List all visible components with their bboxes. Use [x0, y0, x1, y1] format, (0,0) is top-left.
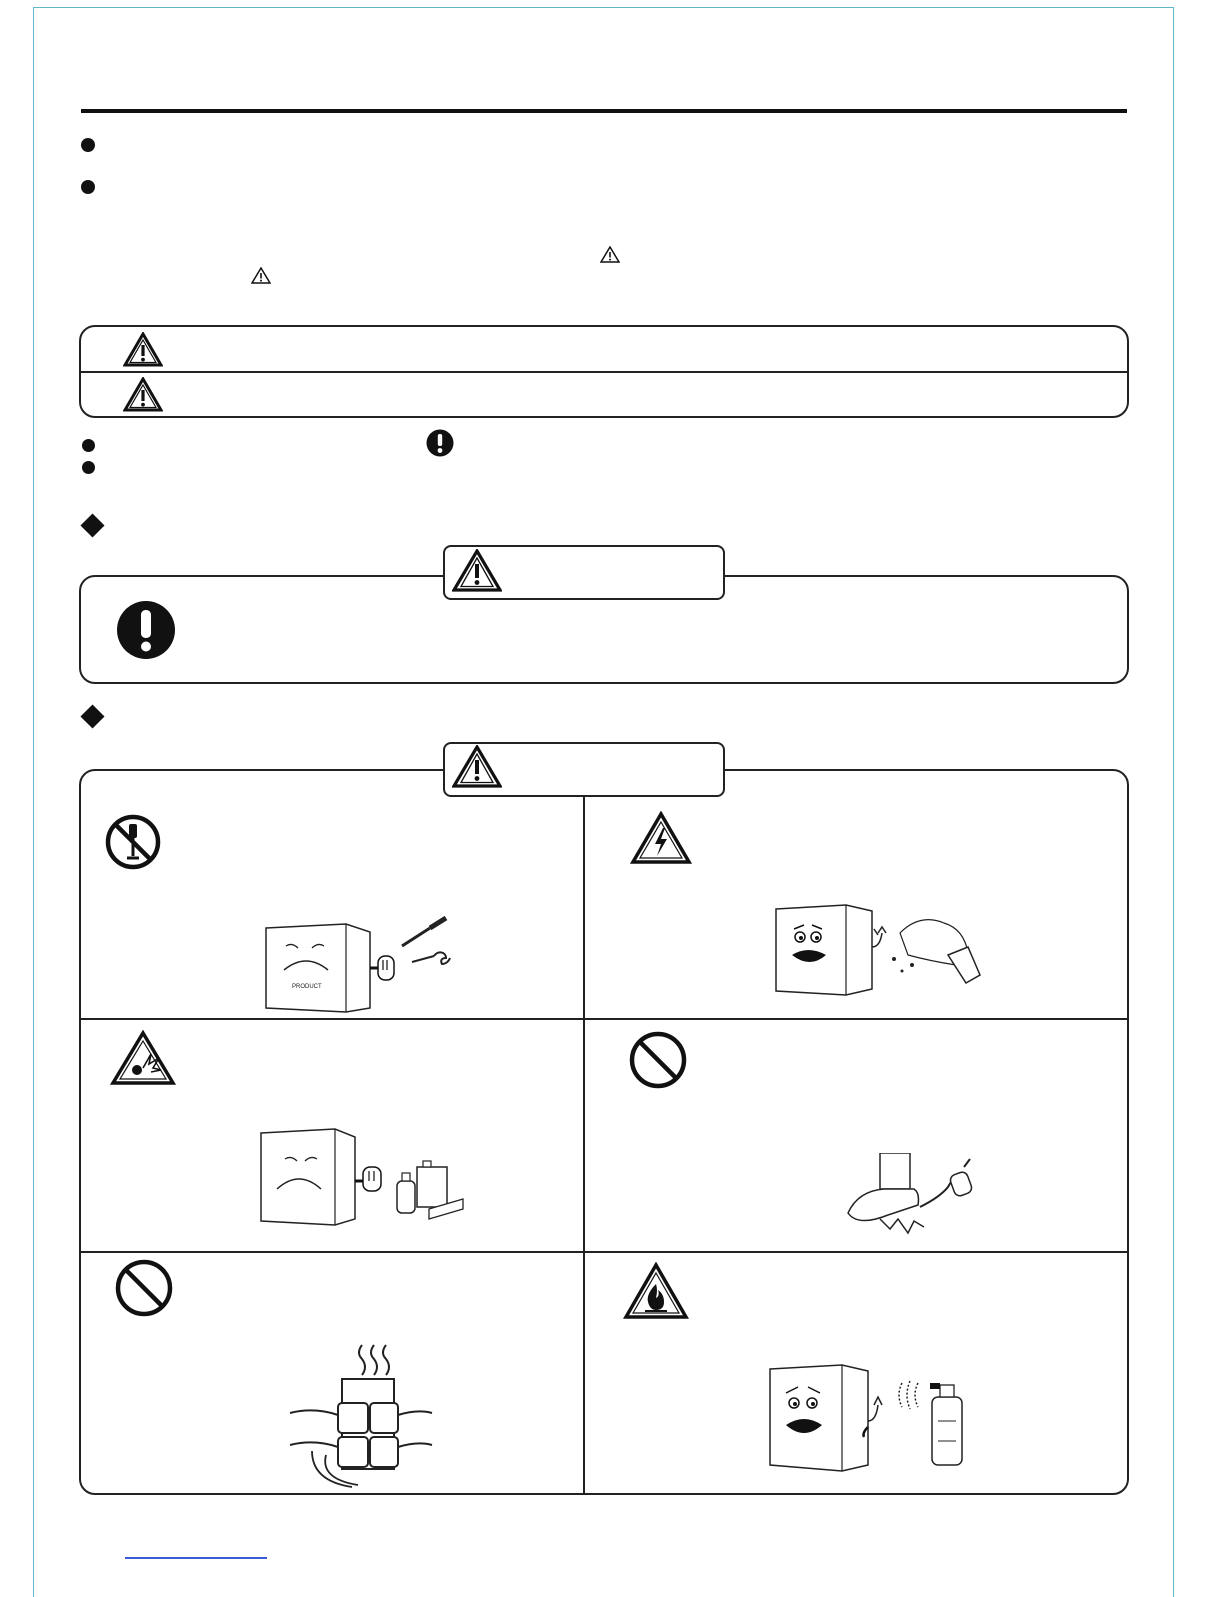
- legend-divider: [81, 371, 1127, 373]
- no-disassembly-icon: [104, 813, 162, 871]
- header-rule: [81, 109, 1127, 113]
- electric-shock-warning-icon: [630, 811, 692, 865]
- small-warning-triangle-icon: [600, 246, 620, 263]
- warning-triangle-icon: [123, 377, 163, 412]
- warning-triangle-icon: [452, 549, 502, 592]
- product-with-water-splash-illustration: [772, 903, 994, 1005]
- prohibition-icon: [628, 1030, 688, 1090]
- bullet-1: [81, 138, 95, 152]
- exclamation-circle-icon: [116, 600, 176, 660]
- grid-divider-vertical: [583, 797, 585, 1493]
- svg-text:PRODUCT: PRODUCT: [292, 984, 322, 990]
- bullet-3: [82, 439, 95, 452]
- small-warning-triangle-icon: [251, 267, 271, 284]
- exclamation-circle-icon: [426, 429, 454, 457]
- explosion-warning-icon: [110, 1030, 176, 1086]
- bullet-2: [81, 180, 95, 194]
- product-with-tools-illustration: [262, 912, 458, 1016]
- product-with-flammable-liquids-illustration: [257, 1127, 467, 1227]
- warning-triangle-icon: [452, 745, 502, 788]
- section-2-box: [79, 769, 1129, 1495]
- grid-divider-row-2: [81, 1251, 1127, 1253]
- warning-triangle-icon: [123, 332, 163, 367]
- foot-stepping-on-plug-illustration: [840, 1153, 982, 1245]
- footer-link-underline[interactable]: [125, 1557, 267, 1559]
- prohibition-icon: [114, 1258, 174, 1318]
- fire-warning-icon: [623, 1262, 689, 1320]
- bullet-4: [82, 461, 95, 474]
- product-with-spray-can-illustration: [766, 1361, 970, 1473]
- grid-divider-row-1: [81, 1018, 1127, 1020]
- overloaded-outlet-illustration: [286, 1343, 436, 1489]
